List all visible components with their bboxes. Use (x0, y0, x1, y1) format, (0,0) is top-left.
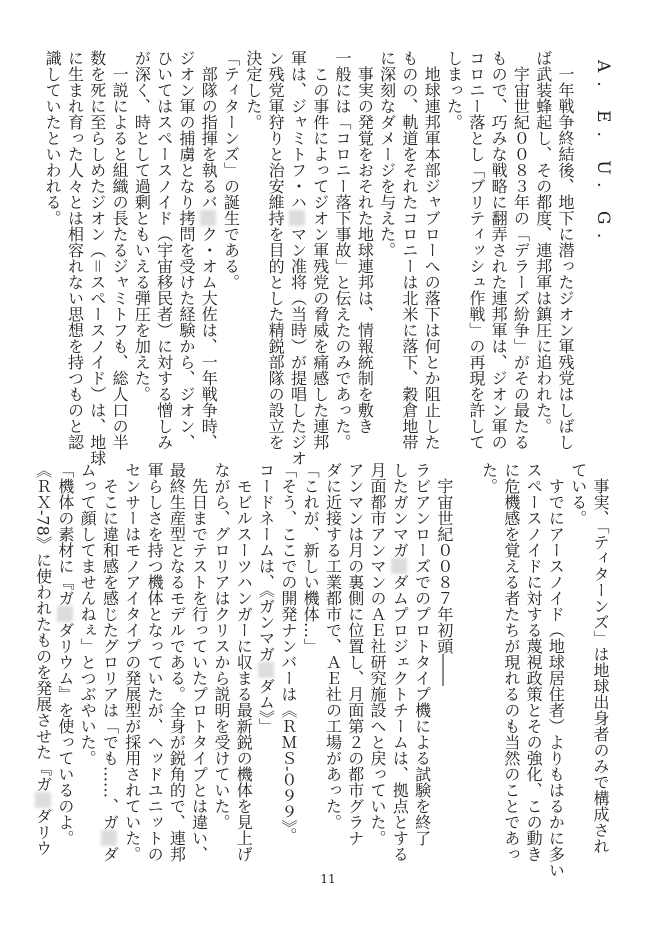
text-line: ひいてはスペースノイド（宇宙移民者）に対する憎しみ (154, 50, 174, 450)
text-line: 一年戦争終結後、地下に潜ったジオン軍残党はしばし (556, 50, 575, 450)
text-line: 一般には「コロニー落下事故」と伝えたのみであった。 (333, 50, 353, 450)
text-line: しまった。 (444, 50, 464, 130)
section-title: A. E. U. G. (593, 60, 613, 248)
text-line: コロニー落とし「ブリティッシュ作戦」の再現を許して (466, 50, 486, 450)
text-line: 地球連邦軍本部ジャブローへの落下は何とか阻止した (422, 50, 442, 450)
text-line: ラビアンローズでのプロトタイプ機による試験を終了 (412, 462, 432, 846)
text-line: 事実、「ティターンズ」は地球出身者のみで構成され (591, 462, 610, 854)
text-line: 「ティターンズ」の誕生である。 (221, 50, 241, 290)
text-line: スペースノイドに対する蔑視政策とその強化、この動き (524, 462, 544, 862)
text-line: ダに近接する工業都市で、ＡＥ社の工場があった。 (323, 462, 343, 830)
text-line: 宇宙世紀００８３年の「デラーズ紛争」がその最たる (511, 50, 531, 450)
text-line: 識していたといわれる。 (43, 50, 63, 226)
text-line: 一説によると組織の長たるジャミトフも、総人口の半 (110, 50, 130, 450)
bottom-text-block (31, 462, 611, 878)
text-line: 「機体の素材に『ガダリウム』を使っているのよ。 (55, 462, 75, 846)
text-line: したガンマガダムプロジェクトチームは、拠点とする (390, 462, 410, 862)
text-line: もので、巧みな戦略に翻弄された連邦軍は、ジオン軍の (489, 50, 509, 450)
text-line: が深く、時として過剰ともいえる弾圧を加えた。 (132, 50, 152, 402)
text-line: 軍は、ジャミトフ・ハマン准将（当時）が提唱したジオ (288, 50, 308, 466)
text-line: ながら、グロリアはクリスから説明を受けていた。 (211, 462, 231, 830)
text-line: 数を死に至らしめたジオン（＝スペースノイド）は、地球 (87, 50, 107, 467)
redacted-character (35, 792, 51, 808)
text-line: ムって顔してませんねぇ」とつぶやいた。 (78, 462, 98, 766)
text-line: 月面都市アンマンのＡＥ社研究施設へと戻っていた。 (368, 462, 388, 846)
text-line: ものの、軌道をそれたコロニーは北米に落下、穀倉地帯 (399, 50, 419, 450)
text-line: に危機感を覚える者たちが現れるのも当然のことであっ (501, 462, 521, 862)
text-line (455, 462, 477, 857)
text-line: ば武装蜂起し、その都度、連邦軍は鎮圧に追われた。 (533, 50, 553, 434)
text-line: 事実の発覚をおそれた地球連邦は、情報統制を敷き (355, 50, 375, 434)
text-line: この事件によってジオン軍残党の脅威を痛感した連邦 (310, 50, 330, 450)
redacted-character (101, 830, 117, 846)
top-text-block (41, 50, 576, 467)
text-line: そこに違和感を感じたグロリアは「でも……、ガダ (100, 462, 120, 862)
text-line: 先日までテストを行っていたプロトタイプとは違い、 (189, 462, 209, 862)
text-line: ジオン軍の捕虜となり拷問を受けた経験から、ジオン、 (176, 50, 196, 450)
text-line: ン残党軍狩りと治安維持を目的とした精鋭部隊の設立を (266, 50, 286, 450)
page-number: 11 (320, 872, 336, 886)
redacted-character (258, 662, 274, 678)
text-line: ている。 (568, 462, 588, 526)
text-line: た。 (479, 462, 499, 494)
text-line: 軍らしさを持つ機体となっていたが、ヘッドユニットの (145, 462, 165, 862)
text-line: 「そう、ここでの開発ナンバーは《ＲＭＳ‐０９９》。 (278, 462, 298, 844)
redacted-character (289, 210, 305, 226)
text-line: 最終生産型となるモデルである。全身が鋭角的で、連邦 (167, 462, 187, 862)
redacted-character (391, 558, 407, 574)
text-line: 決定した。 (243, 50, 263, 130)
redacted-character (200, 210, 216, 226)
text-line: コードネームは、《ガンマガダム》」 (256, 462, 276, 734)
text-line: に深刻なダメージを与えた。 (377, 50, 397, 258)
text-line: 部隊の指揮を執るバク・オム大佐は、一年戦争時、 (199, 50, 219, 450)
text-line: モビルスーツハンガーに収まる最新鋭の機体を見上げ (234, 462, 254, 862)
text-line: 「これが、新しい機体…」 (301, 462, 321, 654)
text-line: すでにアースノイド（地球居住者）よりもはるかに多い (546, 462, 566, 878)
text-line: アンマンは月の裏側に位置し、月面第２の都市グラナ (345, 462, 365, 846)
redacted-character (57, 606, 73, 622)
text-line: 《ＲＸ‐78》に使われたものを発展させた『ガダリウ (33, 462, 53, 856)
text-line: 宇宙世紀００８７年初頭―― (434, 462, 454, 686)
text-line: センサーはモノアイタイプの発展型が採用されていた。 (122, 462, 142, 862)
text-line: に生まれ育った人々とは相容れない思想を持つものと認 (65, 50, 85, 450)
